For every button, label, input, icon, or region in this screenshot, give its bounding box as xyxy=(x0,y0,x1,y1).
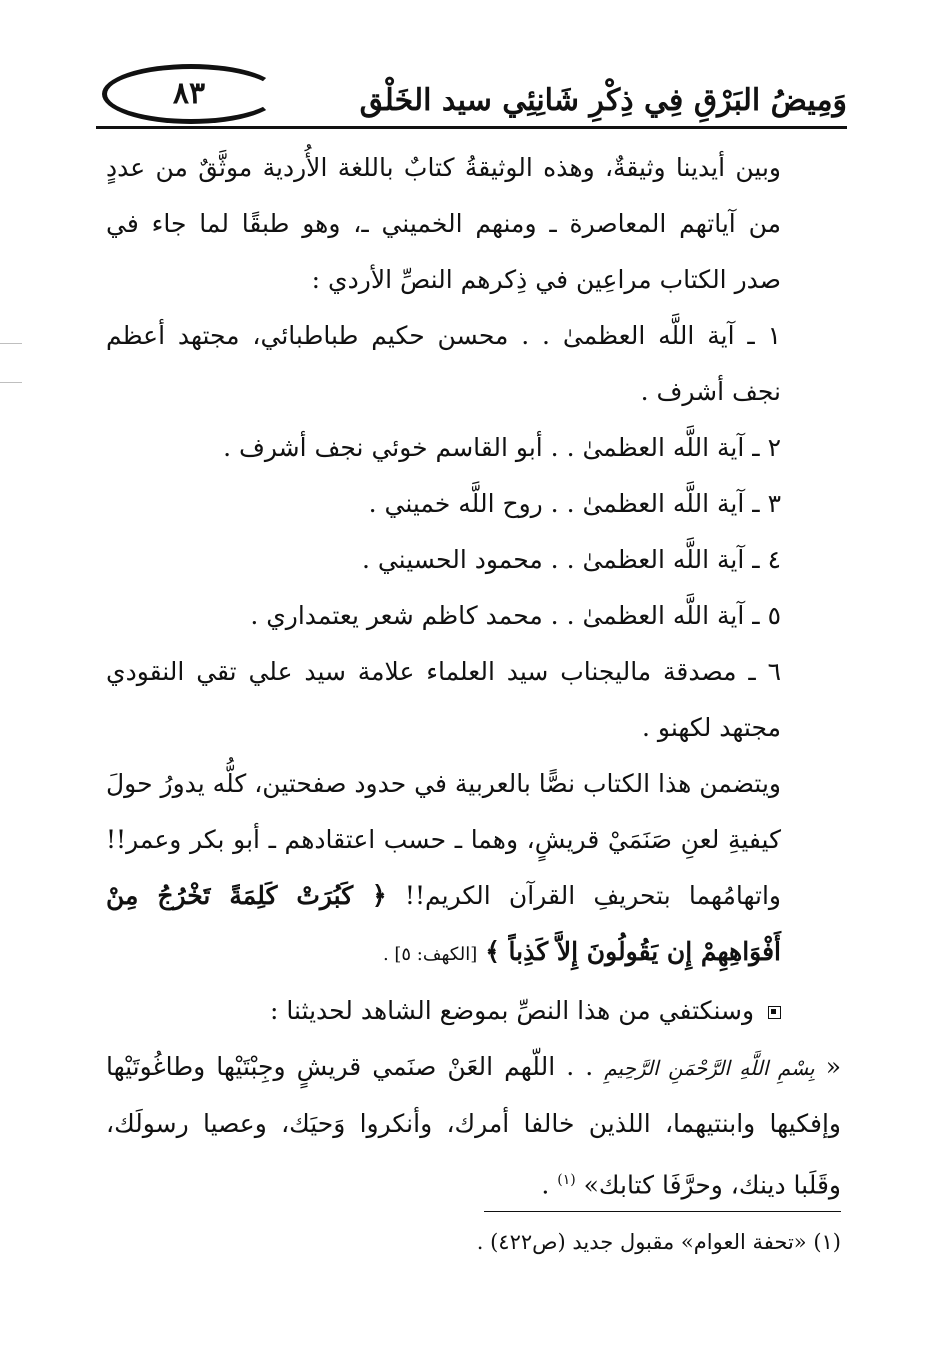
page-number: ٨٣ xyxy=(172,76,206,111)
header-rule xyxy=(96,126,847,129)
quoted-text xyxy=(106,1039,841,1213)
section-lead xyxy=(106,983,841,1039)
footnote-marker: (١) xyxy=(557,1172,576,1188)
intro-paragraph xyxy=(106,140,841,308)
section-lead-text: وسنكتفي من هذا النصِّ بموضع الشاهد لحديثنا : xyxy=(270,996,755,1025)
basmala-calligraphy: بِسْمِ اللَّهِ الرَّحْمَنِ الرَّحِيمِ xyxy=(604,1056,815,1080)
list-item-6: ٦ ـ مصدقة ماليجناب سيد العلماء علامة سيد علي تقي النقودي مجتهد لكهنو . xyxy=(106,657,781,742)
running-header xyxy=(98,62,847,128)
book-title: وَمِيضُ البَرْقِ فِي ذِكْرِ شَانِئِي سيد الخَلْق xyxy=(359,83,847,118)
intro-line-1: وبين أيدينا وثيقةٌ، وهذه الوثيقةُ كتابٌ باللغة الأُردية موثَّقٌ من عددٍ من xyxy=(106,153,781,238)
margin-tick xyxy=(0,343,22,344)
intro-line-3: مراعِين في ذِكرهم النصِّ الأردي : xyxy=(311,265,652,294)
intro-line-2: آياتهم المعاصرة ـ ومنهم الخميني ـ، وهو طبقًا لما جاء في صدر الكتاب xyxy=(106,209,781,294)
quote-open-mark: « xyxy=(825,1052,841,1081)
list-item-1: ١ ـ آية اللَّه العظمىٰ . . محسن حكيم طباطبائي، مجتهد أعظم نجف أشرف . xyxy=(106,321,781,406)
quote-body: . . اللّهم العَنْ صنَمي قريشٍ وجِبْتَيْها وطاغُوتَيْها وإفكيها وابنتيهما، اللذين خالفا أمرك، وأنكروا وَحيَك، وعصيا رسولَك، وقَلَبا دينك، وحرَّفَا كتابك» xyxy=(106,1052,841,1200)
margin-tick xyxy=(0,382,22,383)
main-text xyxy=(106,140,841,1213)
content-paragraph xyxy=(106,756,841,983)
content-text: ويتضمن هذا الكتاب نصًّا بالعربية في حدود صفحتين، كلُّه يدورُ حولَ كيفيةِ لعنِ صَنَمَيْ قريشٍ، وهما ـ حسب اعتقادهم ـ أبو بكر وعمر!! واتهامُهما بتحريفِ القرآن الكريم!! xyxy=(106,769,781,910)
list-item-4: ٤ ـ آية اللَّه العظمىٰ . . محمود الحسيني . xyxy=(361,545,781,574)
quran-reference: [الكهف: ٥] . xyxy=(382,944,478,965)
quran-verse: ﴿ كَبُرَتْ كَلِمَةً تَخْرُجُ مِنْ أَفْوَاهِهِمْ إِن يَقُولُونَ إِلاَّ كَذِباً ﴾ xyxy=(106,881,781,966)
list-item-3: ٣ ـ آية اللَّه العظمىٰ . . روح اللَّه خميني . xyxy=(368,489,781,518)
footnote: (١) «تحفة العوام» مقبول جديد (ص٤٢٢) . xyxy=(476,1230,841,1254)
list-item-5: ٥ ـ آية اللَّه العظمىٰ . . محمد كاظم شعر يعتمداري . xyxy=(250,601,781,630)
square-bullet-icon xyxy=(768,1006,781,1019)
quote-closing: . xyxy=(541,1170,550,1200)
footnote-rule xyxy=(484,1211,841,1212)
list-item-2: ٢ ـ آية اللَّه العظمىٰ . . أبو القاسم خوئي نجف أشرف . xyxy=(223,433,781,462)
